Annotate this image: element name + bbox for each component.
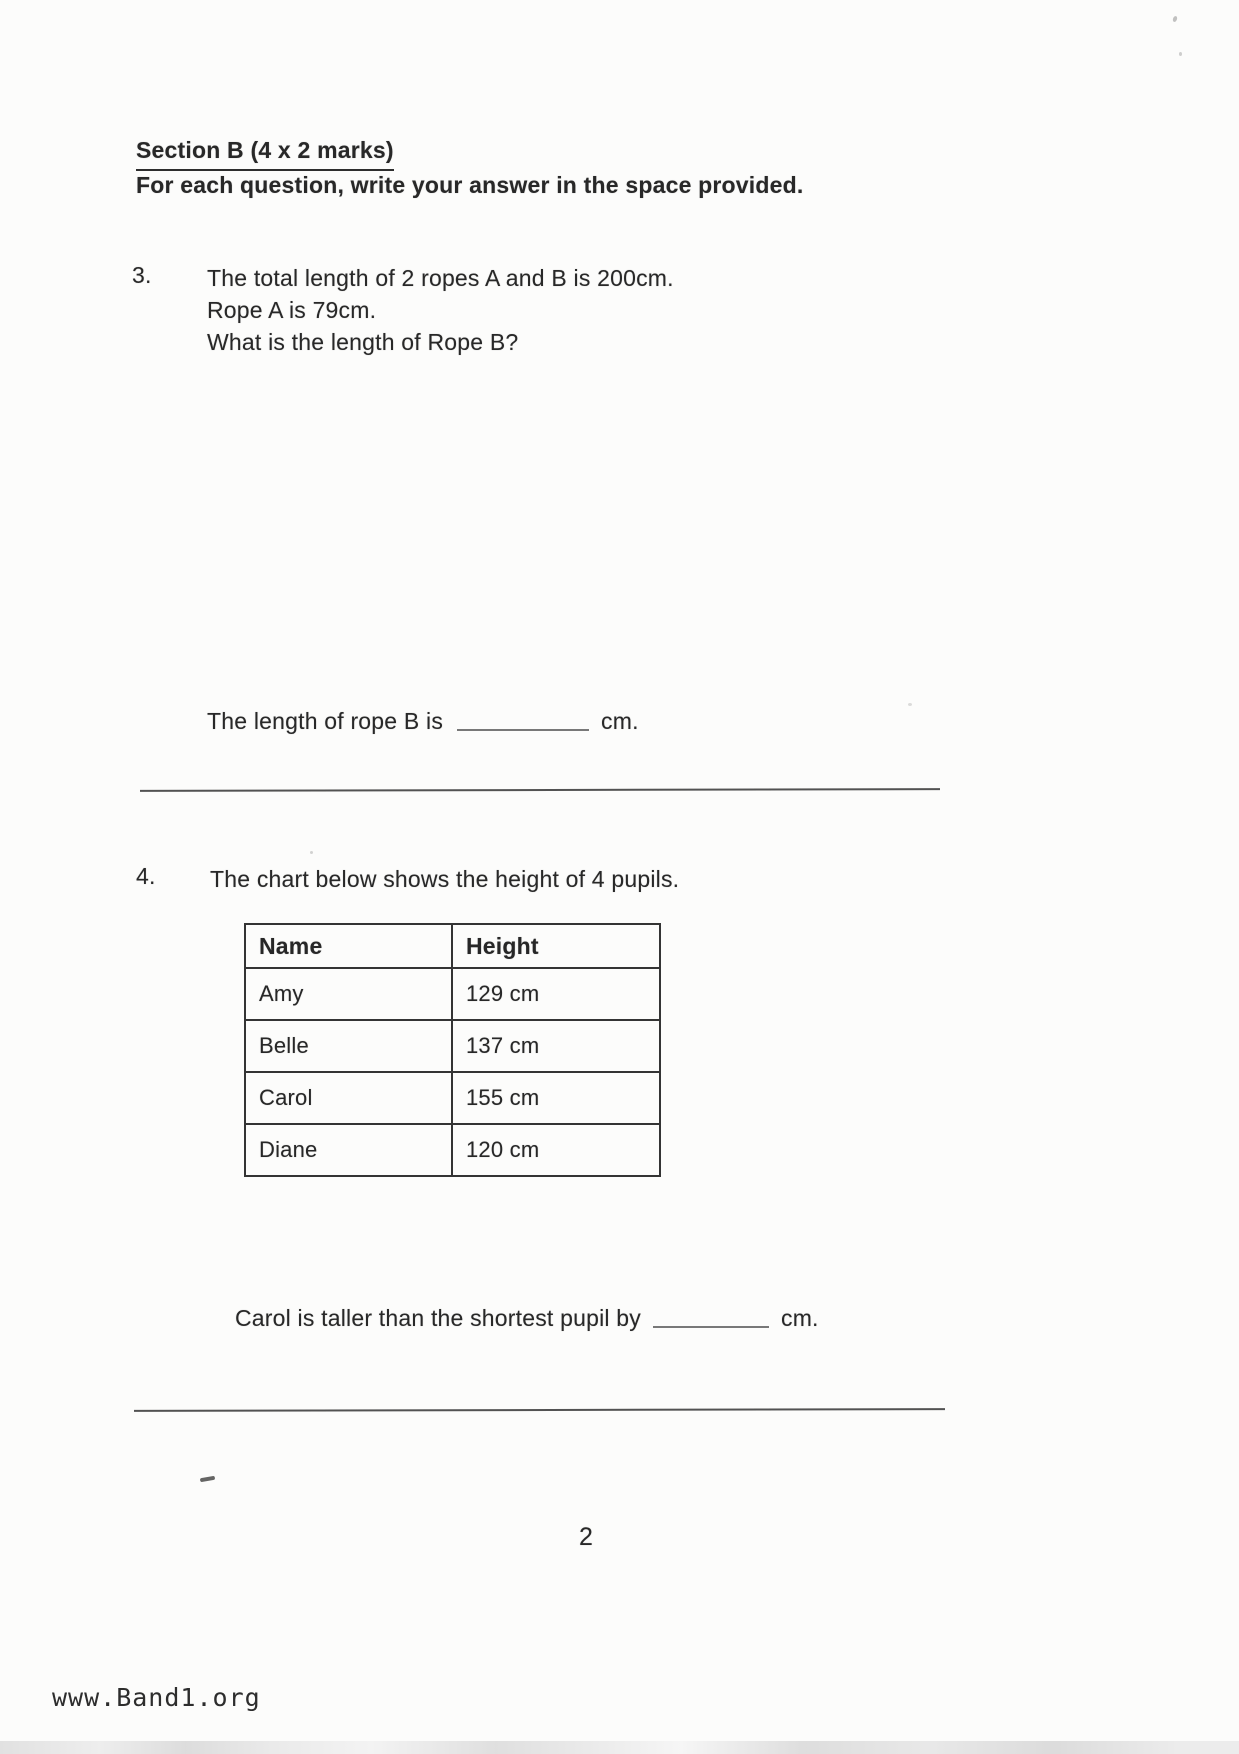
section-instruction: For each question, write your answer in the space provided.	[136, 172, 804, 198]
table-row	[245, 968, 660, 1020]
table-row	[245, 1072, 660, 1124]
section-divider-2	[134, 1408, 945, 1412]
question4-answer-blank	[653, 1306, 769, 1328]
pupil-name: Belle	[245, 1020, 452, 1072]
section-divider-1	[140, 788, 940, 792]
question4-answer-prefix: Carol is taller than the shortest pupil by	[235, 1305, 641, 1331]
question3-answer-blank	[457, 709, 589, 731]
pupil-height: 129 cm	[452, 968, 660, 1020]
question3-answer-prefix: The length of rope B is	[207, 708, 444, 734]
scan-speck	[1179, 52, 1182, 56]
table-row	[245, 1124, 660, 1176]
question3-line-1: The total length of 2 ropes A and B is 200cm.	[207, 265, 674, 291]
pupil-name: Amy	[245, 968, 452, 1020]
question3-number: 3.	[132, 262, 152, 288]
section-heading	[136, 134, 394, 171]
scan-speck	[1172, 15, 1178, 22]
pupil-height: 155 cm	[452, 1072, 660, 1124]
question4-prompt: The chart below shows the height of 4 pupils.	[210, 866, 680, 892]
height-table-header-height: Height	[452, 924, 660, 968]
question4-number: 4.	[136, 863, 156, 889]
pupil-name: Diane	[245, 1124, 452, 1176]
scanner-edge-band	[0, 1741, 1239, 1754]
pupil-name: Carol	[245, 1072, 452, 1124]
footer-site-url: www.Band1.org	[52, 1683, 261, 1712]
height-table	[244, 923, 661, 1177]
section-heading-text: Section B (4 x 2 marks)	[136, 134, 394, 171]
height-table-header-name: Name	[245, 924, 452, 968]
question3-line-2: Rope A is 79cm.	[207, 297, 377, 323]
scan-speck	[310, 851, 313, 854]
pupil-height: 120 cm	[452, 1124, 660, 1176]
question3-line-3: What is the length of Rope B?	[207, 329, 519, 355]
table-row	[245, 1020, 660, 1072]
height-table-header-row	[245, 924, 660, 968]
question3-answer-unit: cm.	[601, 708, 639, 734]
question3-answer-line	[207, 707, 639, 735]
scan-dash-artifact	[200, 1476, 215, 1483]
question4-answer-unit: cm.	[781, 1305, 819, 1331]
pupil-height: 137 cm	[452, 1020, 660, 1072]
question4-answer-line	[235, 1304, 819, 1332]
scan-speck	[908, 703, 912, 706]
page-number: 2	[579, 1523, 594, 1551]
question3-body	[207, 262, 674, 358]
